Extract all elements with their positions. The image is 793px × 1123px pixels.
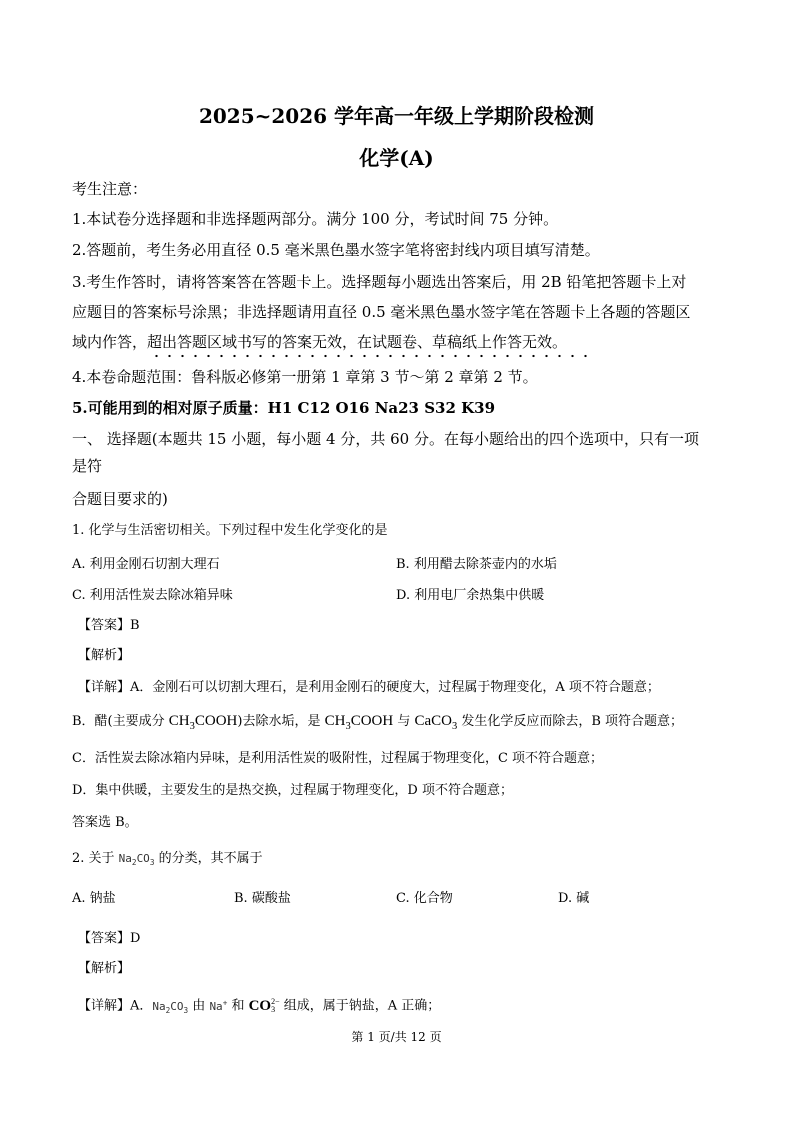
question-1-detail-d: D．集中供暖，主要发生的是热交换，过程属于物理变化，D 项不符合题意； <box>72 783 513 798</box>
text-span: B．醋(主要成分 <box>72 714 169 729</box>
formula-part: CaCO <box>414 713 452 729</box>
question-2-option-b: B. 碳酸盐 <box>234 891 291 906</box>
formula-superscript: + <box>222 998 228 1007</box>
text-span: 发生化学反应而除去，B 项符合题意； <box>457 714 684 729</box>
formula-na-ion <box>209 1000 227 1013</box>
text-span: 由 <box>188 998 210 1014</box>
notice-heading: 考生注意： <box>72 180 148 198</box>
question-1-analysis-label: 【解析】 <box>78 648 131 663</box>
formula-part: CO <box>248 997 272 1014</box>
formula-subscript: 2 <box>165 1005 171 1015</box>
exam-title: 2025~2026 学年高一年级上学期阶段检测 <box>198 104 595 128</box>
formula-na2co3 <box>118 852 155 868</box>
text-span: 与 <box>393 714 415 729</box>
question-2-answer: 【答案】D <box>78 931 141 946</box>
section-heading-cont: 是符 <box>72 457 103 475</box>
question-1-detail-a: 【详解】A．金刚石可以切割大理石，是利用金刚石的硬度大，过程属于物理变化，A 项不符合题意； <box>78 680 660 695</box>
formula-part: COOH <box>350 713 394 729</box>
text-span: 和 <box>227 998 249 1014</box>
text-span: 组成，属于钠盐，A 正确； <box>279 998 441 1014</box>
question-1-stem: 1. 化学与生活密切相关。下列过程中发生化学变化的是 <box>72 523 388 538</box>
exam-subject: 化学(A) <box>359 146 434 170</box>
text-span: 【详解】A． <box>78 998 153 1014</box>
formula-ch3cooh <box>168 713 238 732</box>
formula-subscript: 3 <box>271 1005 276 1015</box>
text-span: 的分类，其不属于 <box>154 851 263 866</box>
formula-subscript: 3 <box>183 1005 189 1015</box>
formula-part: Na <box>118 852 132 865</box>
notice-item-1: 1.本试卷分选择题和非选择题两部分。满分 100 分，考试时间 75 分钟。 <box>72 210 559 228</box>
formula-superscript: 2− <box>271 997 280 1007</box>
formula-na2co3 <box>152 1000 188 1013</box>
section-heading: 一、 选择题(本题共 15 小题，每小题 4 分，共 60 分。在每小题给出的四个选项中，只有一项 <box>72 430 699 448</box>
emphasis-dots <box>150 354 590 358</box>
notice-item-3-cont: 应题目的答案标号涂黑；非选择题请用直径 0.5 毫米黑色墨水签字笔在答题卡上各题的答题区 <box>72 303 691 321</box>
formula-part: CO <box>136 852 150 865</box>
notice-item-4: 4.本卷命题范围：鲁科版必修第一册第 1 章第 3 节～第 2 章第 2 节。 <box>72 368 538 386</box>
question-2-detail-a <box>78 993 723 1021</box>
formula-subscript: 3 <box>451 721 458 732</box>
formula-part: Na <box>152 999 166 1013</box>
ion-scripts <box>271 998 280 1014</box>
formula-ch3cooh <box>324 713 394 732</box>
formula-caco3 <box>414 713 458 732</box>
question-2-option-a: A. 钠盐 <box>72 891 116 906</box>
question-1-answer: 【答案】B <box>78 618 140 633</box>
question-1-detail-b <box>72 711 723 737</box>
formula-part: Na <box>209 999 223 1013</box>
formula-part: COOH <box>194 713 238 729</box>
formula-part: CO <box>170 999 184 1013</box>
formula-carbonate-ion <box>249 998 280 1014</box>
formula-subscript: 3 <box>149 858 155 868</box>
question-2-option-d: D. 碱 <box>558 891 590 906</box>
question-1-option-a: A. 利用金刚石切割大理石 <box>72 557 220 572</box>
question-2-stem <box>72 849 723 873</box>
section-heading-cont2: 合题目要求的) <box>72 490 168 508</box>
formula-part: CH <box>324 713 346 729</box>
notice-item-2: 2.答题前，考生务必用直径 0.5 毫米黑色墨水签字笔将密封线内项目填写清楚。 <box>72 241 600 259</box>
text-span: 2. 关于 <box>72 851 119 866</box>
notice-item-3-cont2: 域内作答，超出答题区域书写的答案无效，在试题卷、草稿纸上作答无效。 <box>72 333 568 351</box>
question-1-option-c: C. 利用活性炭去除冰箱异味 <box>72 588 233 603</box>
formula-subscript: 3 <box>345 721 351 732</box>
question-1-option-d: D. 利用电厂余热集中供暖 <box>396 588 545 603</box>
question-1-detail-c: C．活性炭去除冰箱内异味，是利用活性炭的吸附性，过程属于物理变化，C 项不符合题意； <box>72 751 604 766</box>
formula-subscript: 3 <box>189 721 195 732</box>
notice-item-3: 3.考生作答时，请将答案答在答题卡上。选择题每小题选出答案后，用 2B 铅笔把答题卡上对 <box>72 273 687 291</box>
question-2-analysis-label: 【解析】 <box>78 961 131 976</box>
question-1-conclusion: 答案选 B。 <box>72 815 138 830</box>
formula-part: CH <box>168 713 190 729</box>
formula-subscript: 2 <box>131 858 137 868</box>
question-2-option-c: C. 化合物 <box>396 891 453 906</box>
text-span: )去除水垢，是 <box>237 714 325 729</box>
page-footer: 第 1 页/共 12 页 <box>351 1030 442 1044</box>
notice-item-5: 5.可能用到的相对原子质量：H1 C12 O16 Na23 S32 K39 <box>72 399 496 417</box>
question-1-option-b: B. 利用醋去除茶壶内的水垢 <box>396 557 557 572</box>
